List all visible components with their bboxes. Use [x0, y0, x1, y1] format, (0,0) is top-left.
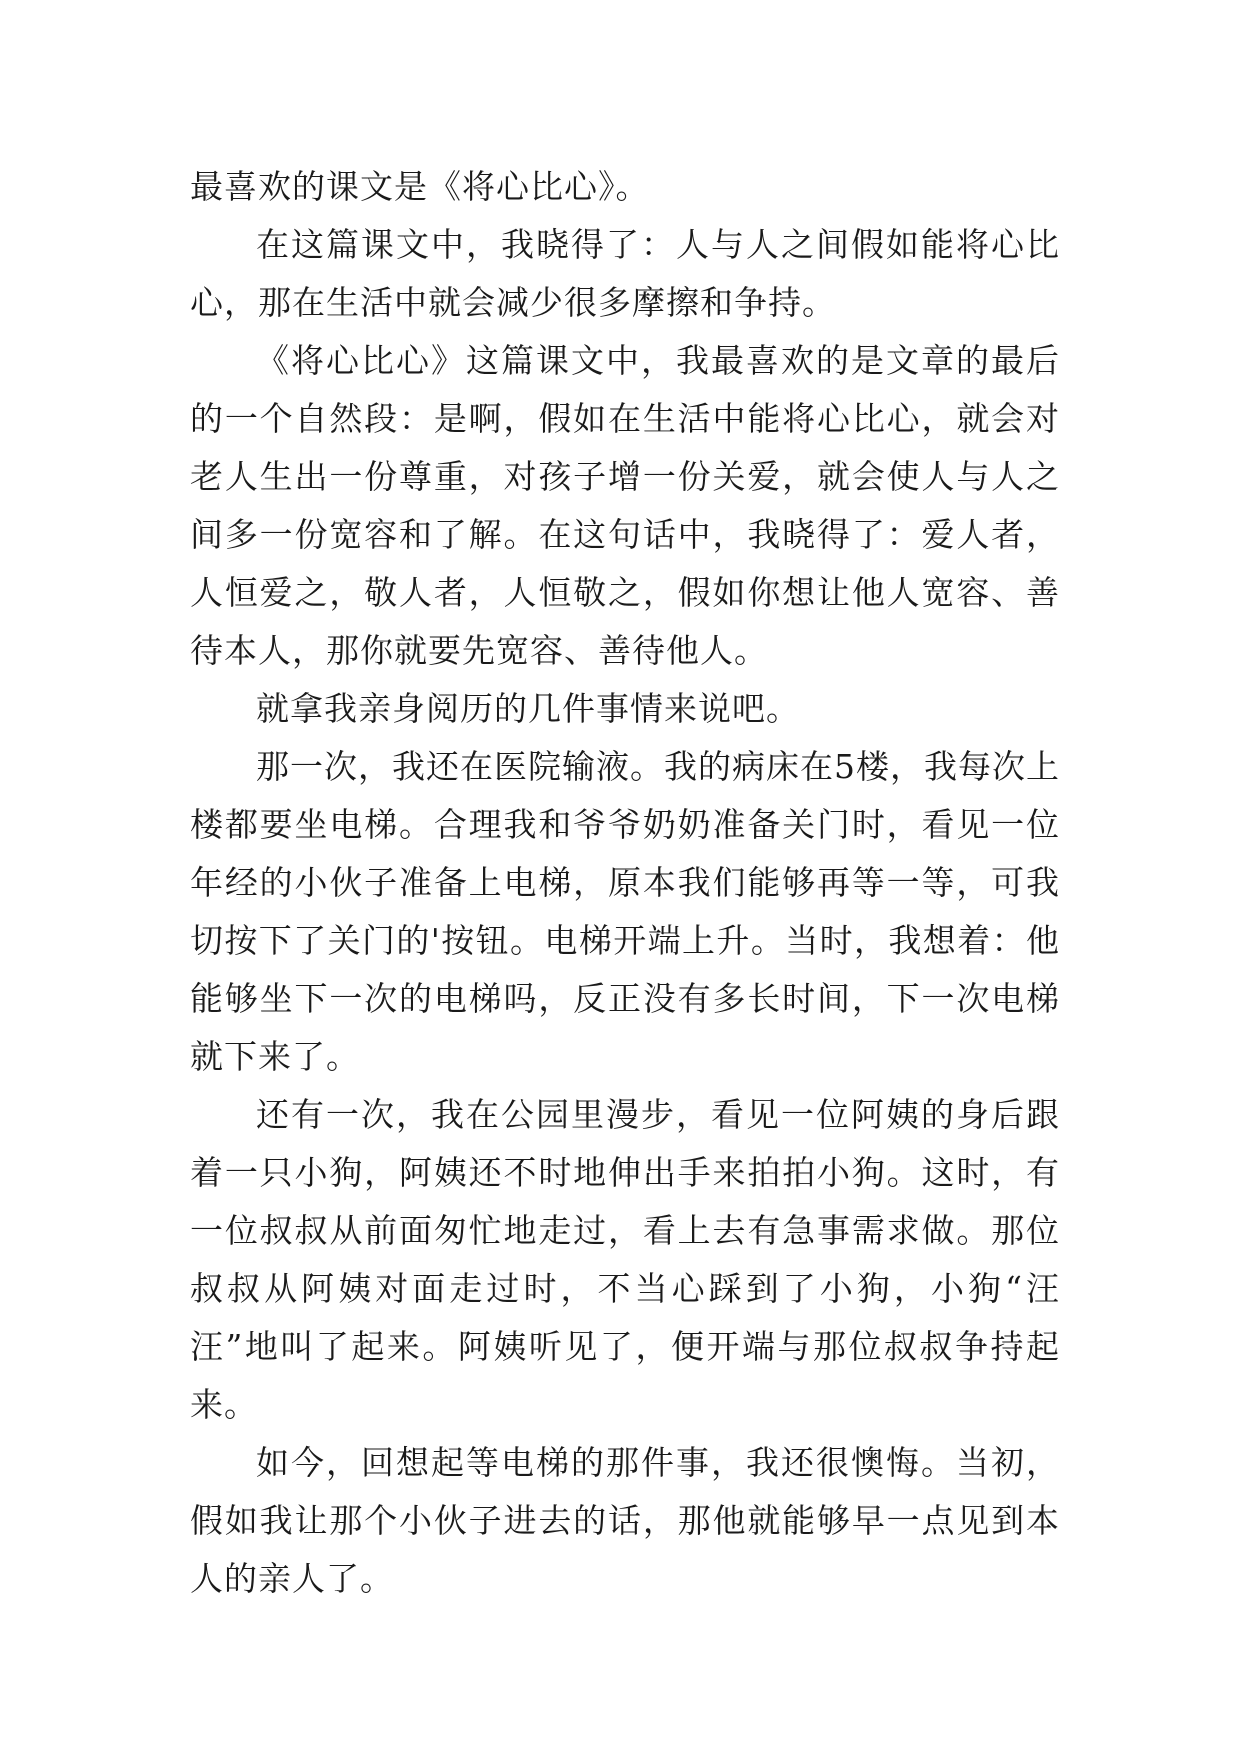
- paragraph-3: 《将心比心》这篇课文中，我最喜欢的是文章的最后的一个自然段：是啊，假如在生活中能将心比心，就会对老人生出一份尊重，对孩子增一份关爱，就会使人与人之间多一份宽容和了解。在这句话中，我晓得了：爱人者，人恒爱之，敬人者，人恒敬之，假如你想让他人宽容、善待本人，那你就要先宽容、善待他人。: [190, 341, 1060, 670]
- paragraph-2: 在这篇课文中，我晓得了：人与人之间假如能将心比心，那在生活中就会减少很多摩擦和争持。: [190, 225, 1060, 322]
- paragraph-7: 如今，回想起等电梯的那件事，我还很懊悔。当初，假如我让那个小伙子进去的话，那他就能够早一点见到本人的亲人了。: [190, 1443, 1060, 1598]
- essay-body: [190, 158, 1060, 1608]
- paragraph-4: 就拿我亲身阅历的几件事情来说吧。: [256, 689, 800, 728]
- paragraph-5: 那一次，我还在医院输液。我的病床在5楼，我每次上楼都要坐电梯。合理我和爷爷奶奶准备关门时，看见一位年经的小伙子准备上电梯，原本我们能够再等一等，可我切按下了关门的'按钮。电梯开端上升。当时，我想着：他能够坐下一次的电梯吗，反正没有多长时间，下一次电梯就下来了。: [190, 747, 1060, 1076]
- paragraph-1: 最喜欢的课文是《将心比心》。: [190, 167, 650, 206]
- paragraph-6: 还有一次，我在公园里漫步，看见一位阿姨的身后跟着一只小狗，阿姨还不时地伸出手来拍拍小狗。这时，有一位叔叔从前面匆忙地走过，看上去有急事需求做。那位叔叔从阿姨对面走过时，不当心踩到了小狗，小狗“汪汪”地叫了起来。阿姨听见了，便开端与那位叔叔争持起来。: [190, 1095, 1060, 1424]
